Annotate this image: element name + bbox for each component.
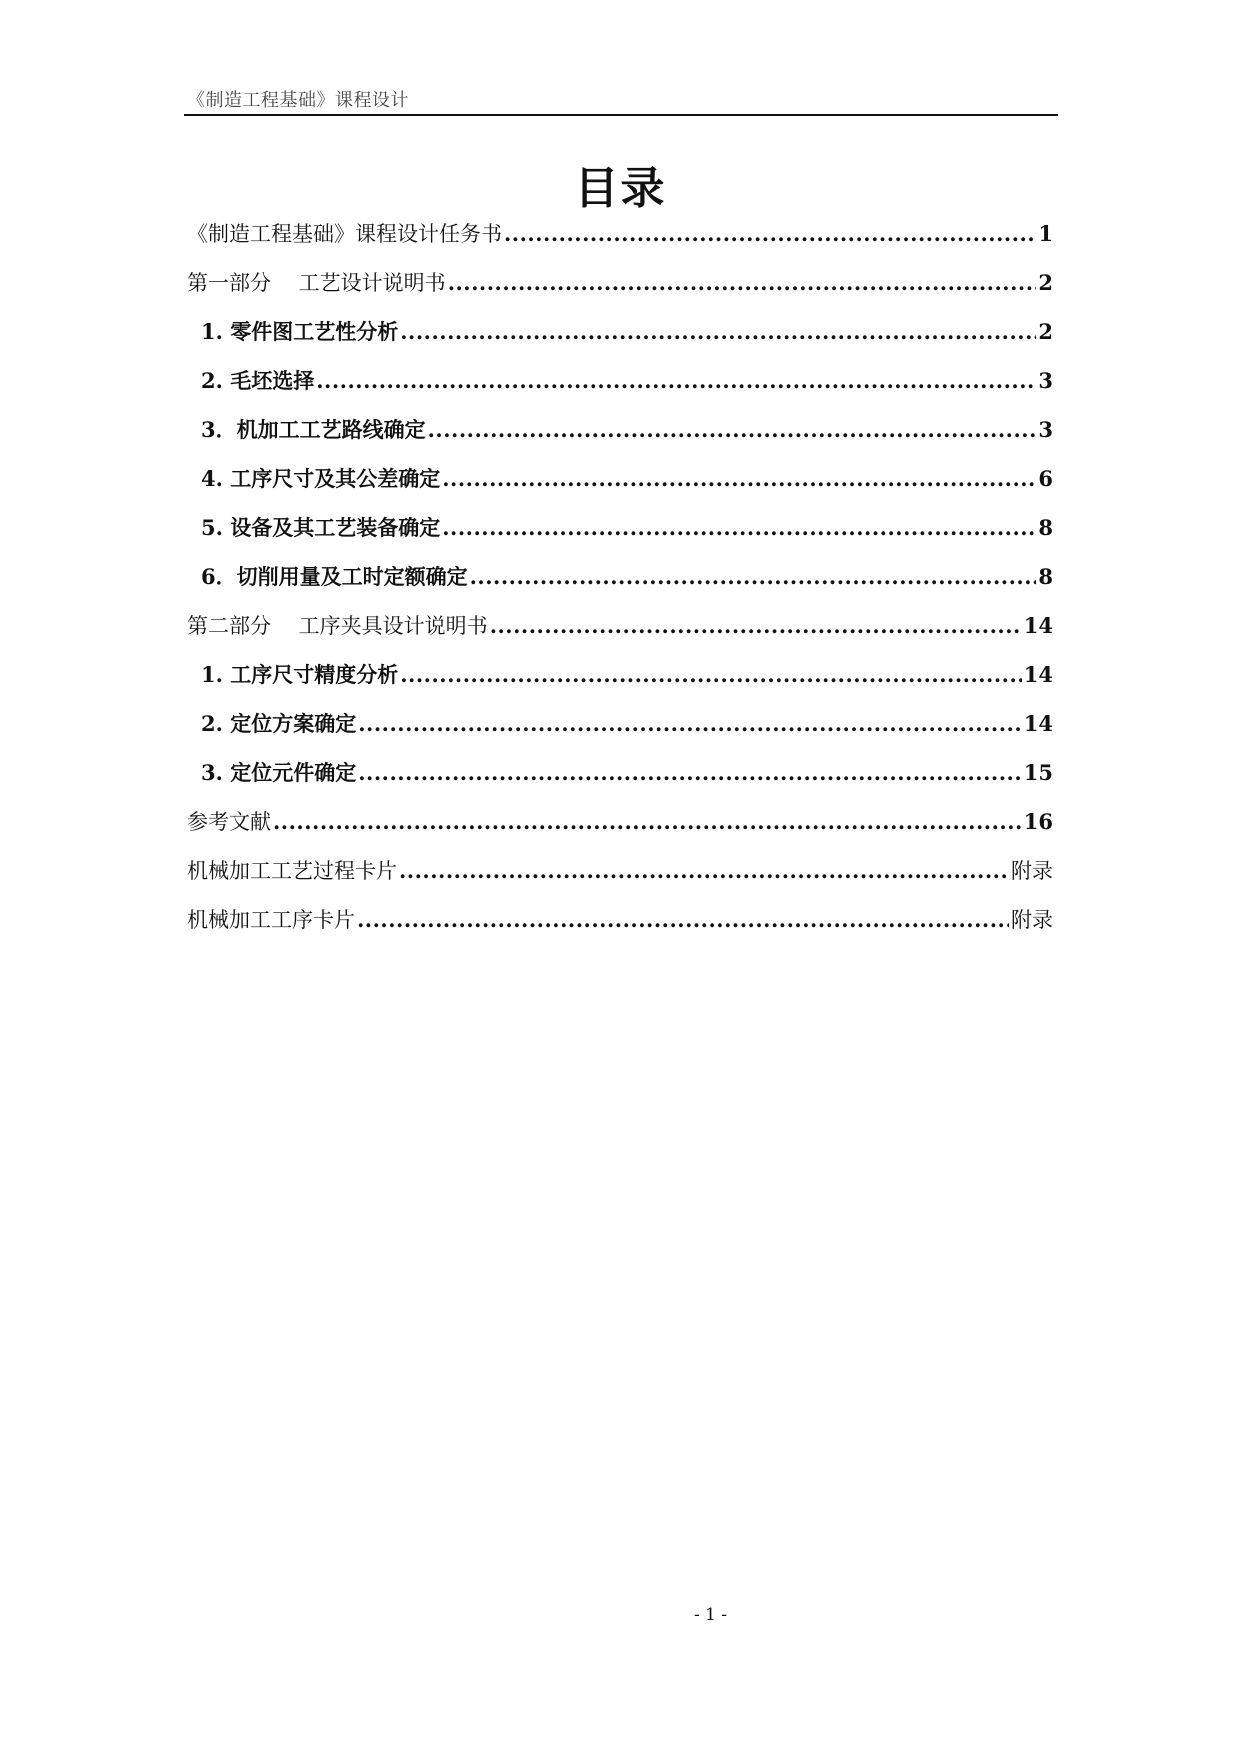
toc-entry-label: 1. 工序尺寸精度分析	[201, 662, 399, 687]
toc-entry-label: 2. 定位方案确定	[201, 711, 357, 736]
toc-entry-page: 3	[1038, 417, 1053, 442]
toc-entry-label: 4. 工序尺寸及其公差确定	[201, 466, 441, 491]
toc-entry[interactable]	[187, 708, 1053, 757]
header-rule	[184, 114, 1058, 116]
toc-entry-label: 机械加工工序卡片	[187, 908, 355, 932]
toc-dot-leader	[448, 270, 1037, 295]
toc-entry-label: 第一部分 工艺设计说明书	[187, 271, 446, 295]
toc-entry-label: 第二部分 工序夹具设计说明书	[187, 614, 488, 638]
toc-dot-leader	[357, 907, 1009, 932]
toc-entry-label: 1. 零件图工艺性分析	[201, 319, 399, 344]
running-header: 《制造工程基础》课程设计	[187, 90, 409, 111]
toc-entry-label: 3. 定位元件确定	[201, 760, 357, 785]
toc-entry-page: 14	[1023, 711, 1053, 736]
page-number: - 1 -	[693, 1605, 728, 1625]
toc-entry[interactable]	[187, 659, 1053, 708]
toc-entry[interactable]	[187, 610, 1053, 659]
toc-entry-page: 1	[1038, 221, 1053, 246]
toc-entry-label: 5. 设备及其工艺装备确定	[201, 515, 441, 540]
toc-dot-leader	[442, 515, 1036, 540]
toc-entry-page: 15	[1023, 760, 1053, 785]
toc-entry-label: 6．切削用量及工时定额确定	[201, 564, 468, 589]
toc-entry[interactable]	[187, 904, 1053, 953]
toc-entry-page: 2	[1038, 270, 1053, 295]
toc-entry[interactable]	[187, 267, 1053, 316]
toc-dot-leader	[400, 662, 1022, 687]
toc-entry-page: 8	[1038, 564, 1053, 589]
toc-entry-label: 2. 毛坯选择	[201, 368, 315, 393]
toc-entry[interactable]	[187, 561, 1053, 610]
toc-entry-page: 附录	[1011, 908, 1053, 932]
toc-entry-label: 参考文献	[187, 810, 271, 834]
toc-entry[interactable]	[187, 316, 1053, 365]
toc-dot-leader	[504, 221, 1036, 246]
table-of-contents	[187, 218, 1053, 953]
toc-entry-label: 3．机加工工艺路线确定	[201, 417, 426, 442]
toc-entry-page: 8	[1038, 515, 1053, 540]
toc-dot-leader	[399, 858, 1009, 883]
toc-entry-page: 14	[1023, 613, 1053, 638]
toc-entry-page: 6	[1038, 466, 1053, 491]
toc-entry[interactable]	[187, 463, 1053, 512]
toc-dot-leader	[358, 711, 1022, 736]
toc-entry[interactable]	[187, 855, 1053, 904]
toc-dot-leader	[490, 613, 1022, 638]
toc-title: 目录	[574, 163, 667, 214]
toc-entry-page: 2	[1038, 319, 1053, 344]
toc-entry[interactable]	[187, 414, 1053, 463]
toc-dot-leader	[428, 417, 1037, 442]
toc-entry-page: 16	[1023, 809, 1053, 834]
toc-entry-label: 《制造工程基础》课程设计任务书	[187, 222, 502, 246]
toc-entry[interactable]	[187, 806, 1053, 855]
toc-dot-leader	[400, 319, 1036, 344]
toc-dot-leader	[273, 809, 1022, 834]
toc-entry-page: 14	[1023, 662, 1053, 687]
toc-entry[interactable]	[187, 365, 1053, 414]
toc-entry[interactable]	[187, 512, 1053, 561]
toc-entry-page: 3	[1038, 368, 1053, 393]
toc-entry-page: 附录	[1011, 859, 1053, 883]
toc-entry[interactable]	[187, 757, 1053, 806]
toc-dot-leader	[358, 760, 1022, 785]
toc-dot-leader	[470, 564, 1037, 589]
toc-entry-label: 机械加工工艺过程卡片	[187, 859, 397, 883]
toc-dot-leader	[442, 466, 1036, 491]
toc-entry[interactable]	[187, 218, 1053, 267]
toc-dot-leader	[316, 368, 1036, 393]
